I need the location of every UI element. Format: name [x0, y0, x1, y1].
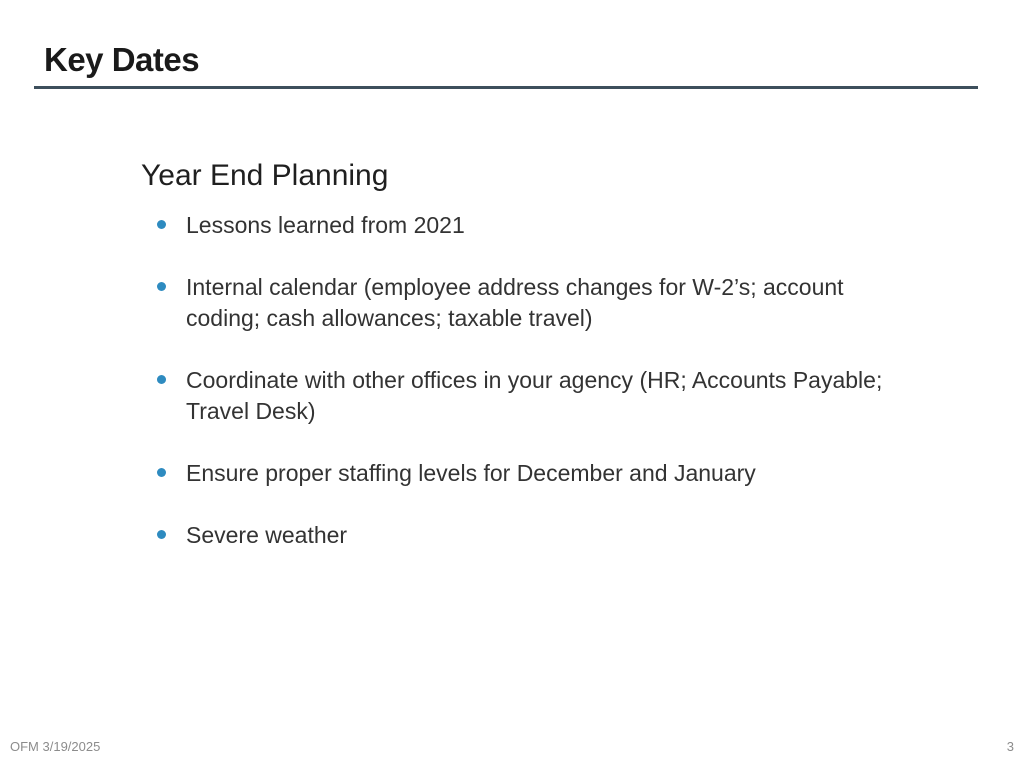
page-number: 3 [1006, 739, 1014, 754]
bullet-item [156, 210, 916, 241]
footer-date: OFM 3/19/2025 [10, 739, 101, 754]
bullet-text: Internal calendar (employee address changes for W-2’s; account coding; cash allowances; taxable travel) [186, 274, 844, 331]
slide-title: Key Dates [44, 41, 200, 78]
section-heading: Year End Planning [141, 159, 389, 192]
bullet-text: Lessons learned from 2021 [186, 212, 465, 238]
bullet-dot-icon [157, 220, 166, 229]
bullet-text: Severe weather [186, 522, 348, 548]
bullet-item [156, 520, 916, 551]
bullet-dot-icon [157, 468, 166, 477]
title-divider [34, 86, 978, 89]
bullet-item [156, 458, 916, 489]
bullet-dot-icon [157, 282, 166, 291]
bullet-text: Ensure proper staffing levels for December and January [186, 460, 756, 486]
bullet-dot-icon [157, 530, 166, 539]
bullet-item [156, 365, 916, 427]
bullet-item [156, 272, 916, 334]
bullet-list [156, 210, 916, 582]
bullet-text: Coordinate with other offices in your agency (HR; Accounts Payable; Travel Desk) [186, 367, 883, 424]
bullet-dot-icon [157, 375, 166, 384]
